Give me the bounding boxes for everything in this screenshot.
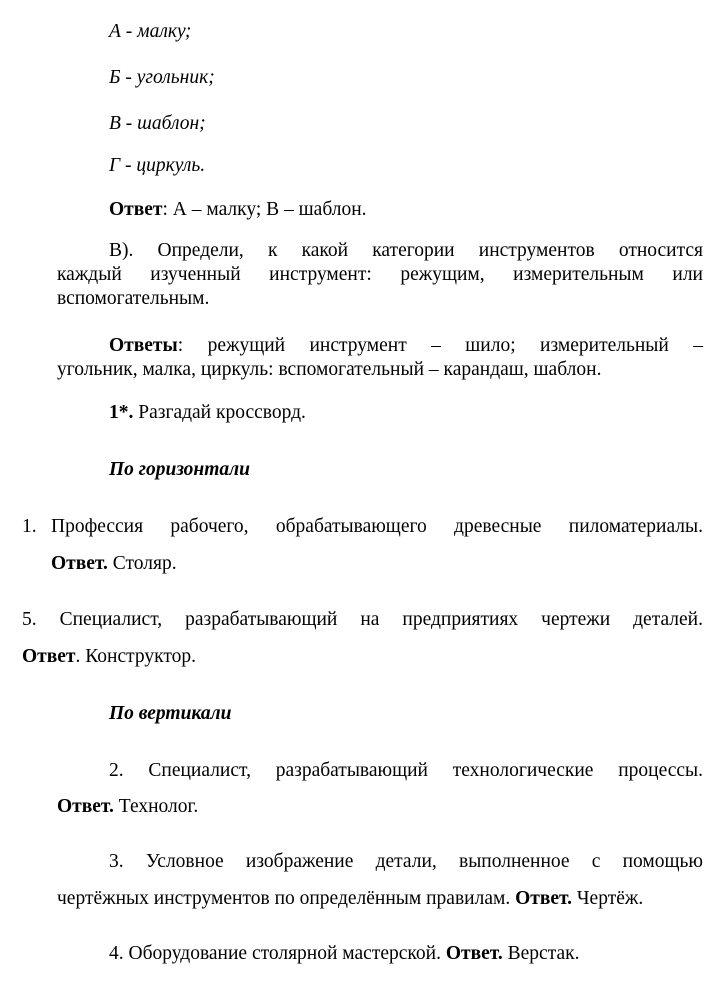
answer-text: Технолог.: [113, 796, 199, 817]
q2-answer: [57, 795, 198, 819]
option-a: [109, 20, 191, 44]
q3-text-2: чертёжных инструментов по определённым правилам.: [57, 888, 516, 909]
crossword-text: Разгадай кроссворд.: [133, 402, 306, 423]
crossword-task: [109, 401, 306, 425]
answer-text: Столяр.: [107, 553, 177, 574]
q1-text: Профессия рабочего, обрабатывающего древесные пиломатериалы.: [51, 516, 703, 537]
answer-text: Верстак.: [502, 943, 580, 964]
option-letter: Г: [109, 155, 121, 176]
task-v-line-1: В). Определи, к какой категории инструментов относится: [109, 240, 703, 261]
option-v: [109, 112, 206, 136]
answers-2-line-2: угольник, малка, циркуль: вспомогательный – карандаш, шаблон.: [57, 359, 602, 380]
answers-2-line-1: [109, 334, 703, 358]
option-letter: В: [109, 113, 121, 134]
option-text: - угольник;: [120, 67, 215, 88]
answers-text-1: : режущий инструмент – шило; измерительный –: [177, 335, 703, 356]
q5-text: 5. Специалист, разрабатывающий на предприятиях чертежи деталей.: [22, 609, 703, 630]
option-text: - циркуль.: [120, 155, 206, 176]
option-b: [109, 66, 215, 90]
answer-label: Ответ: [22, 646, 76, 667]
task-v-line-2: каждый изученный инструмент: режущим, измерительным или: [57, 264, 703, 285]
option-text: - шаблон;: [120, 113, 206, 134]
q5-answer: [22, 645, 196, 669]
vertical-heading: По вертикали: [109, 703, 232, 724]
answer-text: . Конструктор.: [75, 646, 197, 667]
task-v-line-3: вспомогательным.: [57, 288, 210, 309]
answer-label: Ответ: [109, 199, 163, 220]
option-letter: Б: [109, 67, 121, 88]
q4: [109, 942, 579, 966]
q2-text: 2. Специалист, разрабатывающий технологические процессы.: [109, 760, 703, 781]
answer-label: Ответ.: [515, 888, 572, 909]
q3-line-2: [57, 887, 643, 911]
answer-1: [109, 198, 367, 222]
answer-label: Ответ.: [445, 943, 503, 964]
horizontal-heading: По горизонтали: [109, 459, 251, 480]
answer-label: Ответ.: [57, 796, 114, 817]
q1-answer: [51, 552, 177, 576]
crossword-number: 1*.: [109, 402, 134, 423]
q4-text: 4. Оборудование столярной мастерской.: [109, 943, 446, 964]
answer-text: Чертёж.: [572, 888, 644, 909]
answer-text: : А – малку; В – шаблон.: [162, 199, 367, 220]
option-g: [109, 154, 205, 178]
answers-label: Ответы: [109, 335, 178, 356]
answer-label: Ответ.: [51, 553, 108, 574]
option-letter: А: [109, 21, 121, 42]
option-text: - малку;: [120, 21, 192, 42]
q1-number: 1.: [22, 516, 37, 537]
q3-line-1: 3. Условное изображение детали, выполненное с помощью: [109, 851, 703, 872]
